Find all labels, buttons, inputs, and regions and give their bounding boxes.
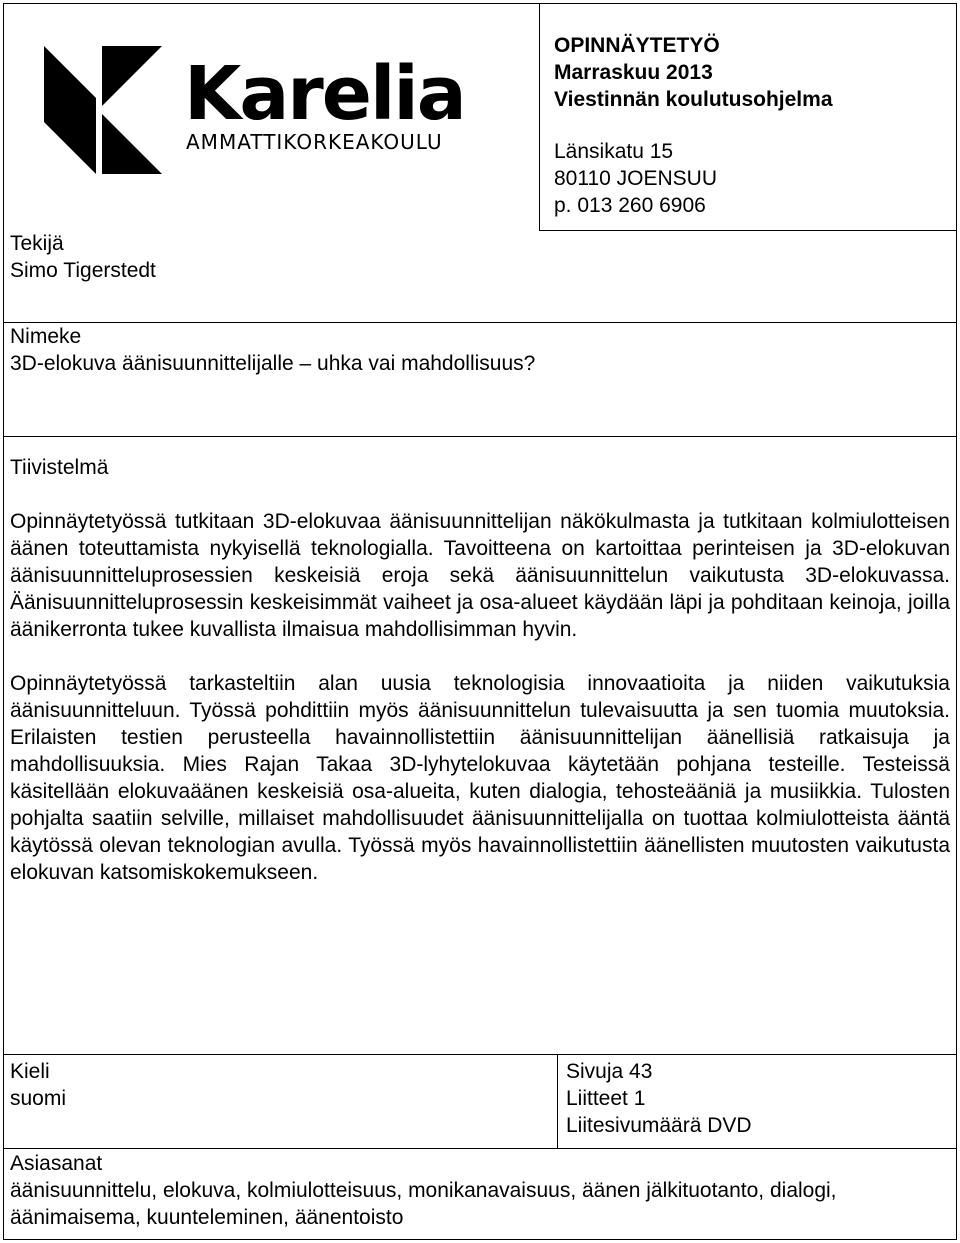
- appendix-pages: Liitesivumäärä DVD: [566, 1114, 752, 1137]
- title-cell: [3, 322, 957, 437]
- page-count: Sivuja 43: [566, 1060, 653, 1083]
- author-cell: [3, 230, 957, 323]
- pages-cell: [557, 1054, 957, 1149]
- language-value: suomi: [10, 1087, 67, 1110]
- appendix-count: Liitteet 1: [566, 1087, 646, 1110]
- title-value: 3D-elokuva äänisuunnittelijalle – uhka vai mahdollisuus?: [10, 352, 536, 375]
- author-label: Tekijä: [10, 232, 64, 255]
- karelia-logo: [44, 46, 464, 176]
- address-street: Länsikatu 15: [554, 140, 674, 163]
- address-city: 80110 JOENSUU: [554, 167, 718, 190]
- keywords-value: äänisuunnittelu, elokuva, kolmiulotteisuus, monikanavaisuus, äänen jälkituotanto, dialogi, äänimaisema, kuunteleminen, äänentoisto: [10, 1179, 837, 1229]
- language-cell: [3, 1054, 558, 1149]
- logo-cell: [3, 3, 540, 231]
- karelia-logo-mark-icon: [44, 46, 164, 174]
- keywords-cell: [3, 1148, 957, 1240]
- doc-type: OPINNÄYTETYÖ: [554, 34, 720, 57]
- abstract-cell: [3, 436, 957, 1055]
- abstract-paragraph-1: Opinnäytetyössä tutkitaan 3D-elokuvaa äänisuunnittelijan näkökulmasta ja tutkitaan kolmiulotteisen äänen toteuttamista nykyisellä teknologialla. Tavoitteena on kartoittaa perinteisen ja 3D-elokuvan äänisuunnitteluprosessien keskeisiä eroja sekä äänisuunnittelun vaikutusta 3D-elokuvassa. Äänisuunnitteluprosessin keskeisimmät vaiheet ja osa-alueet käydään läpi ja pohditaan keinoja, joilla äänikerronta tukee kuvallista ilmaisua mahdollisimman hyvin.: [10, 510, 950, 641]
- abstract-paragraph-2: Opinnäytetyössä tarkasteltiin alan uusia teknologisia innovaatioita ja niiden vaikutuksia äänisuunnitteluun. Työssä pohdittiin myös äänisuunnittelun tulevaisuutta ja sen tuomia muutoksia. Erilaisten testien perusteella havainnollistettiin äänisuunnittelijan äänellisiä ratkaisuja ja mahdollisuuksia. Mies Rajan Takaa 3D-lyhytelokuvaa käytetään pohjana testeille. Testeissä käsitellään elokuvaäänen keskeisiä osa-alueita, kuten dialogia, tehosteääniä ja musiikkia. Tulosten pohjalta saatiin selville, millaiset mahdollisuudet äänisuunnittelijalla on tuottaa kolmiulotteista ääntä käytössä olevan teknologian avulla. Työssä myös havainnollistettiin äänellisten muutosten vaikutusta elokuvan katsomiskokemukseen.: [10, 672, 950, 884]
- author-name: Simo Tigerstedt: [10, 259, 156, 282]
- doc-date: Marraskuu 2013: [554, 61, 713, 84]
- title-label: Nimeke: [10, 325, 82, 348]
- keywords-label: Asiasanat: [10, 1152, 103, 1175]
- phone: p. 013 260 6906: [554, 194, 706, 217]
- logo-wordmark: Karelia: [184, 51, 465, 137]
- header-info-cell: [539, 3, 957, 231]
- programme: Viestinnän koulutusohjelma: [554, 88, 833, 111]
- language-label: Kieli: [10, 1060, 50, 1083]
- logo-subtitle: AMMATTIKORKEAKOULU: [186, 130, 443, 154]
- abstract-label: Tiivistelmä: [10, 456, 109, 479]
